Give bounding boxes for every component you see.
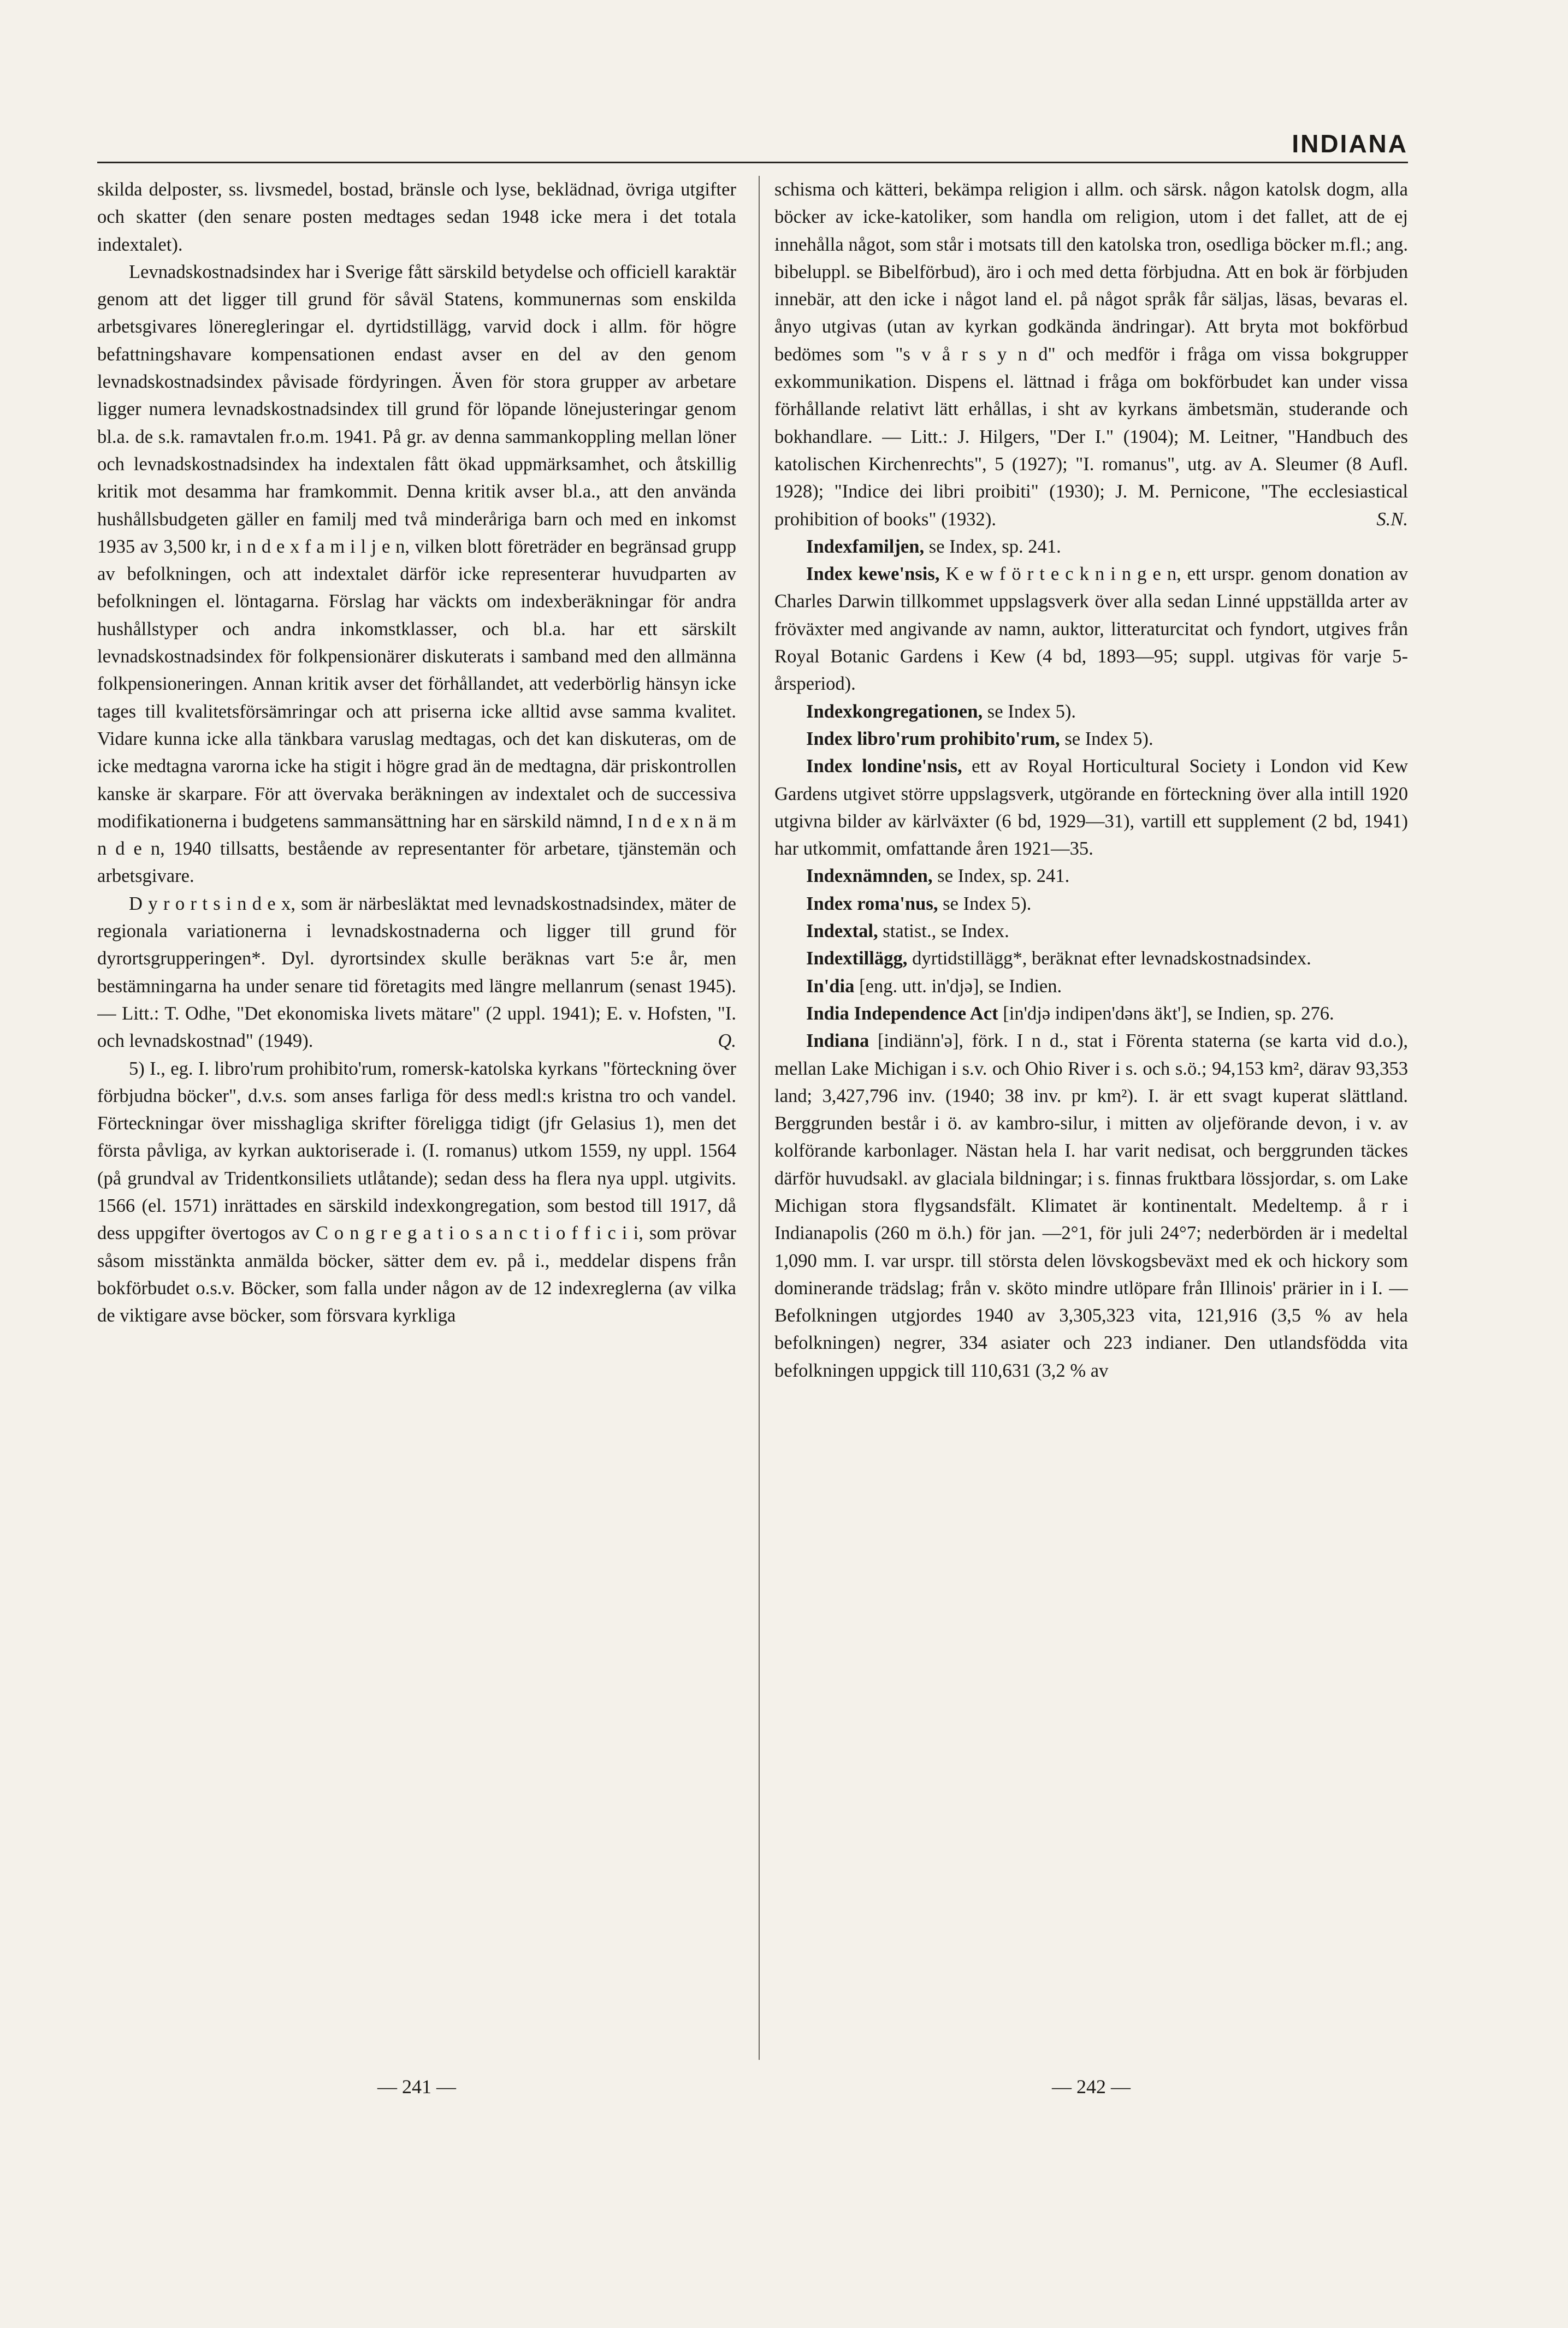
dictionary-entry: [774, 945, 1408, 972]
paragraph: D y r o r t s i n d e x, som är närbesläktat med levnadskostnadsindex, mäter de regionala variationerna i levnadskostnaderna och ligger till grund för dyrortsgrupperingen*. Dyl. dyrortsindex skulle beräknas vart 5:e år, men bestämningarna ha under senare tid företagits med längre mellanrum (senast 1945). — Litt.: T. Odhe, "Det ekonomiska livets mätare" (2 uppl. 1941); E. v. Hofsten, "I. och levnadskostnad" (1949).: [97, 893, 736, 1052]
entry-text: se Index, sp. 241.: [937, 866, 1070, 887]
column-divider: [759, 176, 760, 2060]
dictionary-entry: [774, 917, 1408, 945]
entry-text: se Index 5).: [987, 701, 1076, 722]
entry-text: [in'djə indipen'dəns äkt'], se Indien, sp. 276.: [1003, 1003, 1334, 1024]
dictionary-entry: [774, 533, 1408, 560]
right-column: [774, 176, 1408, 2087]
entry-headword: Index roma'nus,: [806, 893, 938, 914]
running-title: INDIANA: [1292, 129, 1408, 158]
entry-headword: Index londine'nsis,: [806, 756, 962, 777]
entry-text: [indiänn'ə], förk. I n d., stat i Förenta staterna (se karta vid d.o.), mellan Lake Michigan i s.v. och Ohio River i s. och s.ö.; 94,153 km², därav 93,353 land; 3,427,796 inv. (1940; 38 inv. pr km²). I. är ett svagt kuperat slättland. Berggrunden består i ö. av kambro-silur, i mitten av oljeförande devon, i v. av kolförande karbonlager. Nästan hela I. har varit nedisat, och berggrunden täckes därför huvudsakl. av glaciala bildningar; i s. finnas fruktbara lössjordar, s. om Lake Michigan stora flygsandsfält. Klimatet är kontinentalt. Medeltemp. å r i Indianapolis (260 m ö.h.) för jan. —2°1, för juli 24°7; nederbörden är i medeltal 1,090 mm. I. var urspr. till största delen lövskogsbeväxt med ek och hickory som dominerande trädslag; från v. sköto mindre utlöpare från Illinois' prärier in i I. — Befolkningen utgjordes 1940 av 3,305,323 vita, 121,916 (3,5 % av hela befolkningen) negrer, 334 asiater och 223 indianer. Den utlandsfödda vita befolkningen uppgick till 110,631 (3,2 % av: [774, 1030, 1408, 1381]
dictionary-entry: [774, 862, 1408, 890]
entry-text: se Index, sp. 241.: [928, 536, 1061, 557]
dictionary-entry: [774, 890, 1408, 917]
dictionary-entry: [774, 725, 1408, 753]
paragraph: schisma och kätteri, bekämpa religion i allm. och särsk. någon katolsk dogm, alla böcker av icke-katoliker, som handla om religion, utom i det fallet, att de ej innehålla något, som står i motsats till den katolska tron, osedliga böcker m.fl.; ang. bibeluppl. se Bibelförbud), äro i och med detta förbjudna. Att en bok är förbjuden innebär, att den icke i något land el. på något språk får säljas, läsas, bevaras el. ånyo utgivas (utan av kyrkan godkända ändringar). Att bryta mot bokförbud bedömes som "s v å r s y n d" och medför i fråga om vissa bokgrupper exkommunikation. Dispens el. lättnad i fråga om bokförbudet kan under vissa förhållande relativt lätt erhållas, i sht av kyrkans ämbetsmän, studerande och bokhandlare. — Litt.: J. Hilgers, "Der I." (1904); M. Leitner, "Handbuch des katolischen Kirchenrechts", 5 (1927); "I. romanus", utg. av A. Sleumer (8 Aufl. 1928); "Indice dei libri proibiti" (1930); J. M. Pernicone, "The ecclesiastical prohibition of books" (1932).: [774, 179, 1408, 530]
page-number-right: — 242 —: [1052, 2076, 1131, 2098]
header-rule: [97, 162, 1408, 163]
entry-text: statist., se Index.: [883, 921, 1009, 942]
author-signature: Q.: [718, 1030, 736, 1052]
page-number-left: — 241 —: [377, 2076, 456, 2098]
entry-headword: Indexnämnden,: [806, 866, 933, 887]
entry-headword: Indexkongregationen,: [806, 701, 983, 722]
entry-headword: Indiana: [806, 1030, 869, 1052]
dictionary-entry: [774, 1027, 1408, 1384]
dictionary-entry: [774, 973, 1408, 1000]
left-column: [97, 176, 736, 2087]
entry-headword: In'dia: [806, 975, 855, 997]
entry-headword: Indextillägg,: [806, 948, 908, 969]
entry-headword: Indextal,: [806, 921, 878, 942]
entry-headword: Indexfamiljen,: [806, 536, 925, 557]
entry-text: dyrtidstillägg*, beräknat efter levnadskostnadsindex.: [912, 948, 1311, 969]
paragraph: Levnadskostnadsindex har i Sverige fått särskild betydelse och officiell karaktär genom att det ligger till grund för såväl Statens, kommunernas som enskilda arbetsgivares löneregleringar el. dyrtidstillägg, varvid dock i allm. för högre befattningshavare kompensationen endast avser en del av den genom levnadskostnadsindex påvisade fördyringen. Även för stora grupper av arbetare ligger numera levnadskostnadsindex till grund för löpande lönejusteringar genom bl.a. de s.k. ramavtalen fr.o.m. 1941. På gr. av denna sammankoppling mellan löner och levnadskostnadsindex ha indextalen fått ökad uppmärksamhet, och åtskillig kritik mot desamma har framkommit. Denna kritik avser bl.a., att den använda hushållsbudgeten gäller en familj med två minderåriga barn och med en inkomst 1935 av 3,500 kr, i n d e x f a m i l j e n, vilken blott företräder en begränsad grupp av befolkningen, och att indextalet därför icke representerar huvudparten av befolkningen el. löntagarna. Förslag har väckts om indexberäkningar för andra hushållstyper och andra inkomstklasser, och bl.a. har ett särskilt levnadskostnadsindex för folkpensionärer diskuterats i samband med den allmänna folkpensioneringen. Annan kritik avser det förhållandet, att vederbörlig hänsyn icke tages till kvalitetsförsämringar och att priserna icke alltid avse samma kvalitet. Vidare kunna icke alla tänkbara varuslag medtagas, och det kan diskuteras, om de icke medtagna varorna icke ha stigit i högre grad än de medtagna, där priskontrollen kanske är skarpare. För att övervaka beräkningen av indextalet och de successiva modifikationerna i budgetens sammansättning har en särskild nämnd, I n d e x n ä m n d e n, 1940 tillsatts, bestående av representanter för arbetare, tjänstemän och arbetsgivare.: [97, 261, 736, 887]
entry-headword: India Independence Act: [806, 1003, 998, 1024]
dictionary-entry: [774, 560, 1408, 697]
paragraph: 5) I., eg. I. libro'rum prohibito'rum, romersk-katolska kyrkans "förteckning över förbjudna böcker", d.v.s. som anses farliga för dess medl:s kristna tro och vandel. Förteckningar över misshagliga skrifter föreligga tidigt (jfr Gelasius 1), men det första påvliga, av kyrkan auktoriserade i. (I. romanus) utkom 1559, ny uppl. 1564 (på grundval av Tridentkonsiliets utlåtande); sedan dess ha flera nya uppl. utgivits. 1566 (el. 1571) inrättades en särskild indexkongregation, som bestod till 1917, då dess uppgifter övertogos av C o n g r e g a t i o s a n c t i o f f i c i i, som prövar såsom misstänkta anmälda böcker, sätter dem ev. på i., meddelar dispens från bokförbudet o.s.v. Böcker, som falla under någon av de 12 indexreglerna (av vilka de viktigare avse böcker, som försvara kyrkliga: [97, 1058, 736, 1326]
dictionary-entry: [774, 753, 1408, 862]
entry-text: [eng. utt. in'djə], se Indien.: [859, 975, 1062, 997]
entry-headword: Index kewe'nsis,: [806, 564, 940, 585]
entry-text: K e w f ö r t e c k n i n g e n, ett urspr. genom donation av Charles Darwin tillkommet uppslagsverk över alla sedan Linné uppställda arter av fröväxter med angivande av namn, auktor, litteraturcitat och fyndort, utgives från Royal Botanic Gardens i Kew (4 bd, 1893—95; suppl. utgivas för varje 5-årsperiod).: [774, 564, 1408, 695]
dictionary-entry: [774, 698, 1408, 725]
page-header: [97, 129, 1408, 161]
author-signature: S.N.: [1376, 508, 1408, 530]
dictionary-entry: [774, 1000, 1408, 1027]
entry-text: se Index 5).: [943, 893, 1032, 914]
entry-text: ett av Royal Horticultural Society i London vid Kew Gardens utgivet större uppslagsverk, utgörande en förteckning över alla intill 1920 utgivna bilder av kärlväxter (6 bd, 1929—31), vartill ett supplement (2 bd, 1941) har utkommit, omfattande åren 1921—35.: [774, 756, 1408, 860]
entry-headword: Index libro'rum prohibito'rum,: [806, 728, 1060, 749]
paragraph: skilda delposter, ss. livsmedel, bostad, bränsle och lyse, beklädnad, övriga utgifter och skatter (den senare posten medtages sedan 1948 icke mera i det totala indextalet).: [97, 179, 736, 255]
entry-text: se Index 5).: [1064, 728, 1153, 749]
